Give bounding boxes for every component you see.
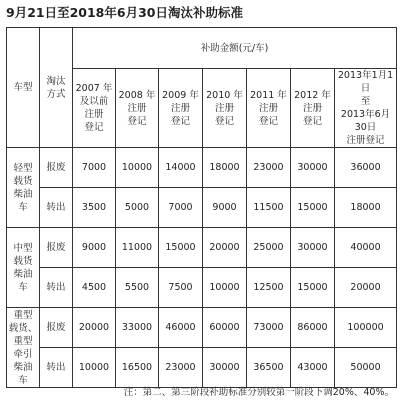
value-cell: 20000: [73, 308, 116, 348]
value-cell: 25000: [247, 228, 291, 268]
value-cell: 18000: [335, 188, 397, 228]
value-cell: 30000: [291, 228, 335, 268]
page-title: 9月21日至2018年6月30日淘汰补助标准: [6, 5, 243, 20]
table-row: [7, 188, 397, 228]
header-amount-group: 补助金额(元/车): [73, 28, 397, 69]
value-cell: 10000: [116, 148, 159, 188]
value-cell: 11000: [116, 228, 159, 268]
value-cell: 46000: [159, 308, 203, 348]
table-row: [7, 148, 397, 188]
method-cell: 报废: [40, 148, 73, 188]
value-cell: 36000: [335, 148, 397, 188]
method-cell: 报废: [40, 228, 73, 268]
header-period: 2007 年 及以前 注册 登记: [73, 69, 116, 148]
table-row: [7, 348, 397, 388]
header-period: 2010 年 注册 登记: [203, 69, 247, 148]
method-cell: 转出: [40, 348, 73, 388]
header-period: 2008 年 注册 登记: [116, 69, 159, 148]
header-period: 2012 年 注册 登记: [291, 69, 335, 148]
table-row: [7, 268, 397, 308]
value-cell: 15000: [291, 188, 335, 228]
value-cell: 43000: [291, 348, 335, 388]
table-row: [7, 308, 397, 348]
value-cell: 11500: [247, 188, 291, 228]
value-cell: 14000: [159, 148, 203, 188]
value-cell: 30000: [203, 348, 247, 388]
value-cell: 7000: [73, 148, 116, 188]
value-cell: 7500: [159, 268, 203, 308]
value-cell: 3500: [73, 188, 116, 228]
value-cell: 50000: [335, 348, 397, 388]
value-cell: 10000: [73, 348, 116, 388]
value-cell: 23000: [159, 348, 203, 388]
value-cell: 60000: [203, 308, 247, 348]
method-cell: 转出: [40, 268, 73, 308]
value-cell: 100000: [335, 308, 397, 348]
subsidy-table: [6, 27, 397, 388]
value-cell: 12500: [247, 268, 291, 308]
value-cell: 20000: [203, 228, 247, 268]
value-cell: 30000: [291, 148, 335, 188]
value-cell: 16500: [116, 348, 159, 388]
value-cell: 20000: [335, 268, 397, 308]
vehicle-type-cell: 重型 载货、 重型 牵引 柴油 车: [7, 308, 40, 388]
value-cell: 73000: [247, 308, 291, 348]
value-cell: 86000: [291, 308, 335, 348]
method-cell: 转出: [40, 188, 73, 228]
header-period: 2013年1月1日 至 2013年6月30日 注册登记: [335, 69, 397, 148]
value-cell: 5000: [116, 188, 159, 228]
value-cell: 33000: [116, 308, 159, 348]
value-cell: 15000: [291, 268, 335, 308]
value-cell: 10000: [203, 268, 247, 308]
value-cell: 7000: [159, 188, 203, 228]
value-cell: 9000: [203, 188, 247, 228]
table-row: [7, 228, 397, 268]
value-cell: 9000: [73, 228, 116, 268]
header-period: 2009 年 注册 登记: [159, 69, 203, 148]
footnote: 注：第二、第三阶段补助标准分别较第一阶段下调20%、40%。: [123, 387, 394, 398]
value-cell: 15000: [159, 228, 203, 268]
value-cell: 18000: [203, 148, 247, 188]
header-vehicle-type: 车型: [7, 28, 40, 148]
method-cell: 报废: [40, 308, 73, 348]
value-cell: 23000: [247, 148, 291, 188]
vehicle-type-cell: 轻型 载货 柴油 车: [7, 148, 40, 228]
value-cell: 5500: [116, 268, 159, 308]
value-cell: 4500: [73, 268, 116, 308]
vehicle-type-cell: 中型 载货 柴油 车: [7, 228, 40, 308]
value-cell: 40000: [335, 228, 397, 268]
value-cell: 36500: [247, 348, 291, 388]
header-method: 淘汰 方式: [40, 28, 73, 148]
header-period: 2011 年 注册 登记: [247, 69, 291, 148]
